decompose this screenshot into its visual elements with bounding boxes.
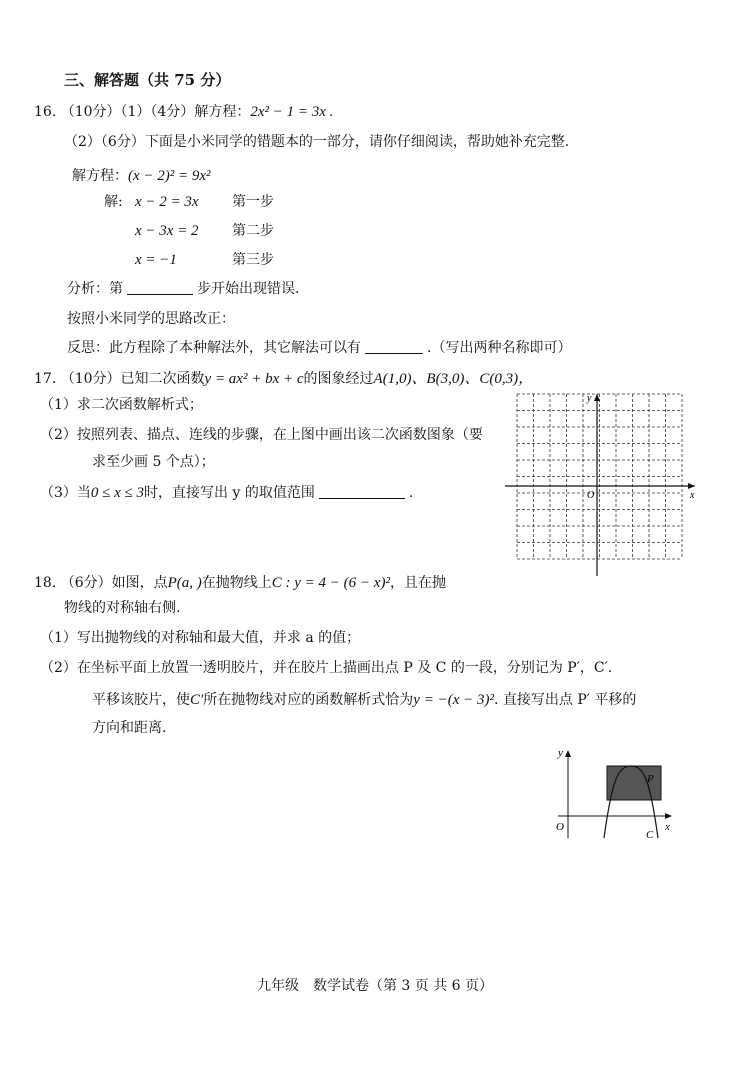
q18-header-post: ，且在抛 bbox=[389, 575, 446, 591]
q16-step1-label: 第一步 bbox=[232, 194, 274, 210]
q18-part4: 方向和距离. bbox=[92, 720, 167, 736]
q18-part3-pre: 平移该胶片，使 bbox=[92, 692, 190, 708]
fig18-y-arrow bbox=[565, 750, 571, 757]
grid-x-label: x bbox=[690, 490, 695, 501]
q17-part2-line1: （2）按照列表、描点、连线的步骤，在上图中画出该二次函数图象（要 bbox=[40, 427, 483, 443]
grid-y-label: y bbox=[587, 393, 592, 404]
q16-analysis-blank[interactable] bbox=[127, 280, 193, 295]
fig18-y-label: y bbox=[558, 747, 563, 759]
q18-part2: （2）在坐标平面上放置一透明胶片，并在胶片上描画出点 P 及 C 的一段，分别记为 P′，C′. bbox=[40, 660, 613, 676]
q18-part3 bbox=[92, 690, 636, 710]
q16-reflect-post: .（写出两种名称即可） bbox=[427, 340, 572, 356]
q16-reflect-pre: 反思：此方程除了本种解法外，其它解法可以有 bbox=[67, 340, 361, 356]
q16-step3-label: 第三步 bbox=[232, 252, 274, 268]
q17-part1: （1）求二次函数解析式； bbox=[40, 397, 203, 413]
grid-origin-label: O bbox=[587, 490, 595, 501]
q16-header-text: 16. （10分）（1）（4分）解方程： bbox=[34, 104, 251, 120]
q16-step2-equation: x − 3x = 2 bbox=[135, 223, 199, 239]
q16-analysis-post: 步开始出现错误. bbox=[197, 281, 300, 297]
q17-grid-figure bbox=[505, 390, 700, 578]
q17-part3-pre: （3）当 bbox=[40, 485, 91, 501]
fig18-curve-c: C bbox=[646, 829, 654, 841]
q18-header-mid: 在抛物线上 bbox=[201, 575, 272, 591]
q17-part3 bbox=[40, 483, 413, 503]
q16-reflect-blank[interactable] bbox=[365, 339, 423, 354]
fig18-x-label: x bbox=[665, 821, 670, 833]
q16-analysis-pre: 分析：第 bbox=[67, 281, 123, 297]
q17-header-mid: 的图象经过 bbox=[303, 371, 374, 387]
fig18-point-p: P bbox=[647, 773, 654, 785]
q18-part3-mid: 所在抛物线对应的函数解析式恰为 bbox=[203, 692, 414, 708]
q18-part1: （1）写出抛物线的对称轴和最大值，并求 a 的值； bbox=[40, 630, 361, 646]
q18-part3-equation: y = −(x − 3)² bbox=[413, 692, 494, 708]
q17-part3-condition: 0 ≤ x ≤ 3 bbox=[90, 485, 145, 501]
q16-correct: 按照小米同学的思路改正： bbox=[67, 311, 235, 327]
q18-line2: 物线的对称轴右侧. bbox=[64, 600, 181, 616]
q16-part2: （2）（6分）下面是小米同学的错题本的一部分，请你仔细阅读，帮助她补充完整. bbox=[64, 134, 570, 150]
q18-header-pre: 18. （6分）如图，点 bbox=[34, 575, 168, 591]
q16-equation: 2x² − 1 = 3x . bbox=[250, 104, 334, 120]
q17-function: y = ax² + bx + c bbox=[204, 371, 304, 387]
q18-part3-post: . 直接写出点 P′ 平移的 bbox=[493, 692, 637, 708]
q17-header-pre: 17. （10分）已知二次函数 bbox=[34, 371, 205, 387]
q16-analysis bbox=[67, 279, 299, 299]
q16-header bbox=[34, 102, 333, 122]
q17-part2-line2: 求至少画 5 个点）； bbox=[92, 454, 215, 470]
q16-step3-equation: x = −1 bbox=[135, 252, 177, 268]
q18-curve: C : y = 4 − (6 − x)² bbox=[271, 575, 390, 591]
fig18-origin-label: O bbox=[556, 821, 564, 833]
q18-header bbox=[34, 573, 446, 593]
q17-points: A(1,0)、B(3,0)、C(0,3)， bbox=[373, 371, 534, 387]
q16-solve-prefix: 解: bbox=[104, 194, 123, 210]
q18-figure bbox=[550, 742, 680, 842]
q16-step1-equation: x − 2 = 3x bbox=[135, 194, 199, 210]
q16-reflect bbox=[67, 338, 571, 358]
q18-part3-c: C′ bbox=[190, 692, 204, 708]
x-axis-arrow bbox=[688, 483, 695, 489]
q16-step2-label: 第二步 bbox=[232, 223, 274, 239]
q16-solve-label: 解方程： bbox=[72, 168, 128, 184]
q17-range-blank[interactable] bbox=[319, 484, 405, 499]
q17-part3-post: . bbox=[408, 485, 414, 501]
q17-header bbox=[34, 369, 533, 389]
grid-lines bbox=[517, 394, 682, 559]
fig18-x-arrow bbox=[665, 813, 672, 819]
section-title: 三、解答题（共 75 分） bbox=[64, 71, 231, 89]
q18-point: P(a, ) bbox=[167, 575, 202, 591]
y-axis-arrow bbox=[594, 394, 600, 401]
q17-part3-mid: 时，直接写出 y 的取值范围 bbox=[144, 485, 315, 501]
q16-solve-line bbox=[72, 166, 211, 186]
q16-solve-equation: (x − 2)² = 9x² bbox=[128, 168, 211, 184]
page-footer: 九年级 数学试卷（第 3 页 共 6 页） bbox=[256, 978, 494, 994]
